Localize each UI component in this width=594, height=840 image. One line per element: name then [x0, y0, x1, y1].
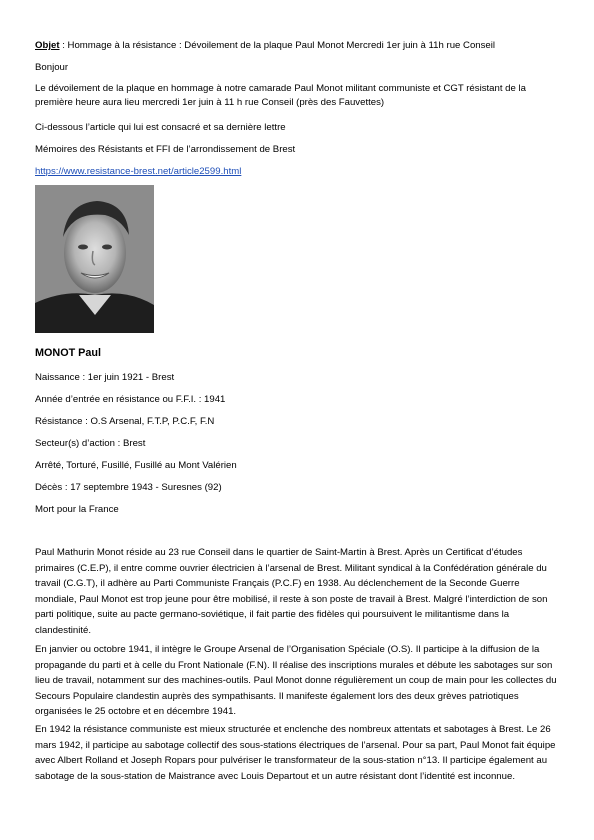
portrait-illustration — [35, 185, 154, 333]
article-link-text[interactable]: https://www.resistance-brest.net/article2599.html — [35, 166, 242, 177]
profile-resistance: Résistance : O.S Arsenal, F.T.P, P.C.F, F.N — [35, 416, 215, 427]
profile-entry-year: Année d’entrée en résistance ou F.F.I. : 1941 — [35, 394, 226, 405]
profile-fate: Arrêté, Torturé, Fusillé, Fusillé au Mont Valérien — [35, 460, 237, 471]
body-paragraph-2: En janvier ou octobre 1941, il intègre le Groupe Arsenal de l’Organisation Spéciale (O.S). Il participe à la diffusion de la propagande du parti et à celle du Front Nationale (F.N). Il réalise des inscriptions murales et débute les sabotages sur son lieu de travail, notamment sur des machines-outils. Paul Monot donne régulièrement un coup de main pour les collectes du Secours Populaire clandestin auprès des sympathisants. Il manifeste également lors des deux grèves patriotiques organisées le 25 octobre et en décembre 1941. — [35, 644, 557, 717]
portrait-photo — [35, 185, 154, 333]
intro-paragraph: Le dévoilement de la plaque en hommage à notre camarade Paul Monot militant communiste et CGT résistant de la première heure aura lieu mercredi 1er juin à 11 h rue Conseil (près des Fauvettes) — [35, 83, 526, 108]
profile-birth: Naissance : 1er juin 1921 - Brest — [35, 372, 175, 383]
profile-death: Décès : 17 septembre 1943 - Suresnes (92) — [35, 482, 222, 493]
body-paragraph-1: Paul Mathurin Monot réside au 23 rue Conseil dans le quartier de Saint-Martin à Brest. Après un Certificat d’études primaires (C.E.P), il entre comme ouvrier électricien à l’arsenal de Brest. Militant syndical à la Confédération générale du travail (C.G.T), il adhère au Parti Communiste Français (P.C.F) en 1938. Au déclenchement de la Seconde Guerre mondiale, Paul Monot est trop jeune pour être mobilisé, il reste à son poste de travail à Brest. Malgré l’interdiction de son parti politique, suite au pacte germano-soviétique, il fait partie des fidèles qui poursuivent le militantisme dans la clandestinité. — [35, 547, 548, 636]
greeting: Bonjour — [35, 62, 69, 73]
article-link[interactable] — [35, 165, 241, 178]
article-note: Ci-dessous l’article qui lui est consacré et sa dernière lettre — [35, 122, 286, 133]
profile-mention: Mort pour la France — [35, 504, 119, 515]
subject-label: Objet — [35, 40, 60, 51]
profile-sector: Secteur(s) d’action : Brest — [35, 438, 146, 449]
subject-text: : Hommage à la résistance : Dévoilement de la plaque Paul Monot Mercredi 1er juin à 11h rue Conseil — [59, 40, 496, 51]
source-line: Mémoires des Résistants et FFI de l’arrondissement de Brest — [35, 144, 296, 155]
subject-line — [35, 39, 495, 52]
profile-name: MONOT Paul — [35, 347, 101, 359]
body-paragraph-3: En 1942 la résistance communiste est mieux structurée et enclenche des nombreux attentats et sabotages à Brest. Le 26 mars 1942, il participe au sabotage collectif des sous-stations électriques de l’arsenal. Pour sa part, Paul Monot fait équipe avec Albert Rolland et Joseph Ropars pour pulvériser le transformateur de la sous-station n°13. Il participe également au sabotage de la sous-station de Maistrance avec Louis Departout et un autre résistant dont l’identité est inconnue. — [35, 724, 556, 782]
